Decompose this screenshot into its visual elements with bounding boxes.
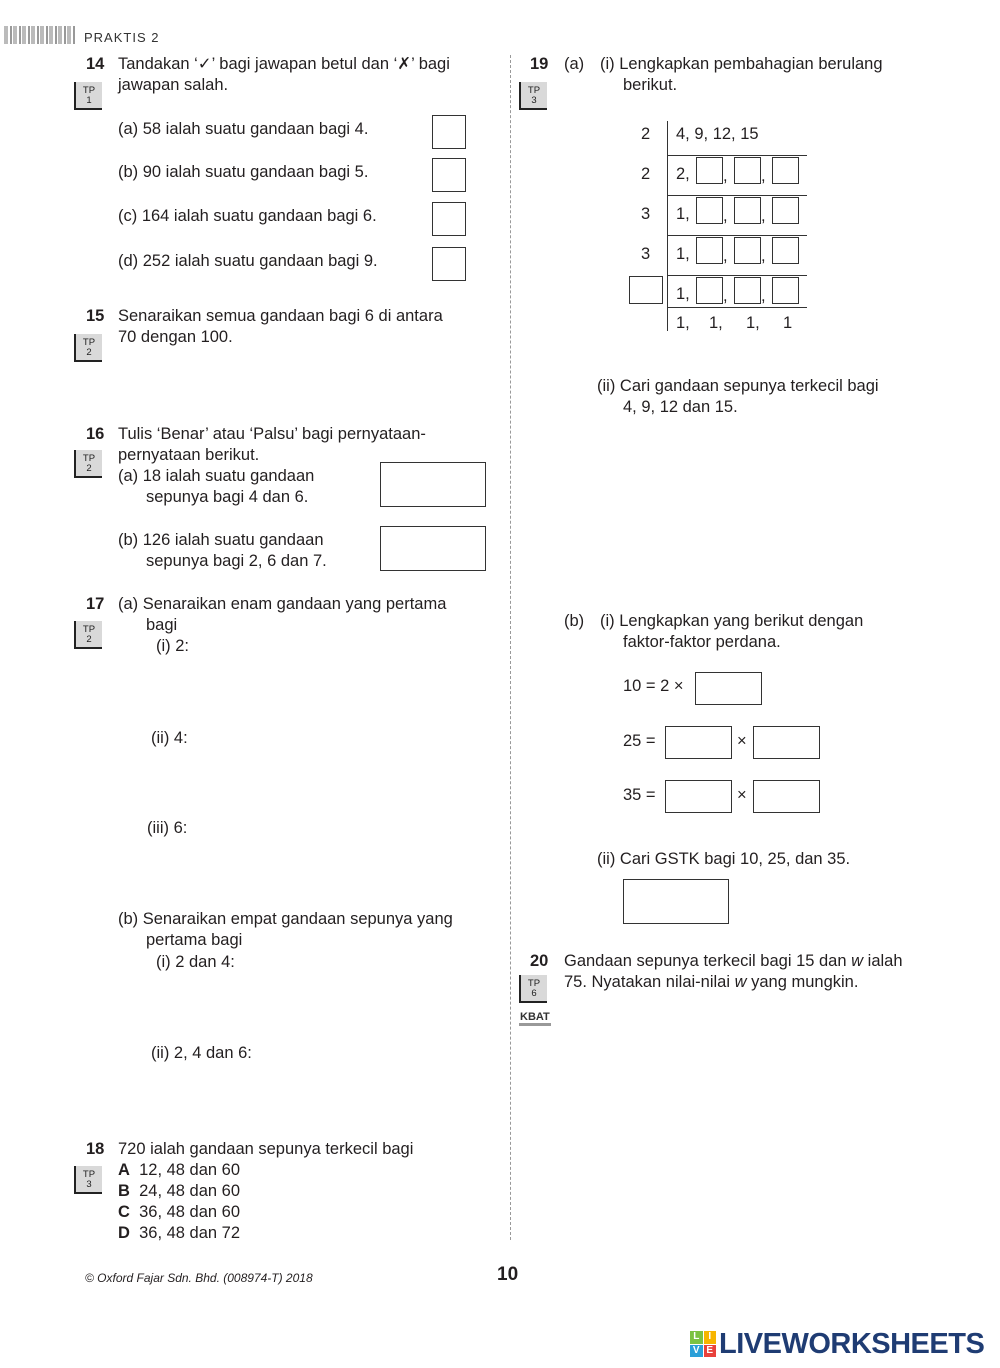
copyright: © Oxford Fajar Sdn. Bhd. (008974-T) 2018 (85, 1271, 313, 1285)
question-text: Senaraikan semua gandaan bagi 6 di antara (118, 307, 443, 325)
question-text: (a) Senaraikan enam gandaan yang pertama (118, 595, 447, 613)
divisor: 2 (641, 125, 651, 143)
quotient-answer-box[interactable] (696, 157, 723, 184)
division-line (667, 307, 807, 308)
quotient-answer-box[interactable] (696, 277, 723, 304)
question-text: 720 ialah gandaan sepunya terkecil bagi (118, 1140, 414, 1158)
row-first-value: 1, (676, 245, 690, 263)
times-sign: × (737, 786, 747, 804)
option-c[interactable]: C 36, 48 dan 60 (118, 1203, 241, 1221)
answer-box-25a[interactable] (665, 726, 732, 759)
comma: , (761, 287, 766, 305)
question-text: 75. Nyatakan nilai-nilai w yang mungkin. (564, 973, 859, 991)
statement-d: (d) 252 ialah suatu gandaan bagi 9. (118, 252, 378, 270)
times-sign: × (737, 732, 747, 750)
sub-question: (iii) 6: (147, 819, 188, 837)
question-text: (i) Lengkapkan pembahagian berulang (600, 55, 883, 73)
comma: , (723, 247, 728, 265)
statement-a: (a) 18 ialah suatu gandaan (118, 467, 315, 485)
division-line (667, 235, 807, 236)
tp-badge: TP 3 (74, 1166, 102, 1194)
header-decoration (4, 26, 76, 44)
question-text: (i) Lengkapkan yang berikut dengan (600, 612, 864, 630)
comma: , (761, 167, 766, 185)
divisor-answer-box[interactable] (629, 276, 663, 304)
quotient-answer-box[interactable] (772, 237, 799, 264)
quotient-answer-box[interactable] (772, 277, 799, 304)
tp-badge: TP 2 (74, 621, 102, 649)
equation-label: 35 = (623, 786, 656, 804)
sub-question: (ii) 2, 4 dan 6: (151, 1044, 252, 1062)
statement-b: (b) 126 ialah suatu gandaan (118, 531, 324, 549)
quotient-answer-box[interactable] (772, 197, 799, 224)
answer-box-gstk[interactable] (623, 879, 729, 924)
option-d[interactable]: D 36, 48 dan 72 (118, 1224, 241, 1242)
answer-box-14a[interactable] (432, 115, 466, 149)
quotient-answer-box[interactable] (734, 157, 761, 184)
final-row-value: 1, (746, 314, 760, 332)
answer-box-35a[interactable] (665, 780, 732, 813)
quotient-answer-box[interactable] (772, 157, 799, 184)
liveworksheets-logo: LIVEWORKSHEETS (719, 1328, 985, 1360)
answer-box-16b[interactable] (380, 526, 486, 571)
question-text: jawapan salah. (118, 76, 229, 94)
answer-box-14c[interactable] (432, 202, 466, 236)
answer-box-35b[interactable] (753, 780, 820, 813)
liveworksheets-logo-icon: L I V E (690, 1331, 716, 1357)
dividend-row: 4, 9, 12, 15 (676, 125, 759, 143)
question-text: 4, 9, 12 dan 15. (623, 398, 738, 416)
question-text: pertama bagi (146, 931, 243, 949)
quotient-answer-box[interactable] (734, 277, 761, 304)
statement-a: (a) 58 ialah suatu gandaan bagi 4. (118, 120, 369, 138)
question-text: pernyataan berikut. (118, 446, 260, 464)
section-title: PRAKTIS 2 (84, 30, 160, 45)
question-text: (ii) Cari GSTK bagi 10, 25, dan 35. (597, 850, 851, 868)
answer-box-14d[interactable] (432, 247, 466, 281)
statement-b: (b) 90 ialah suatu gandaan bagi 5. (118, 163, 369, 181)
kbat-badge: KBAT (519, 1011, 551, 1026)
answer-box-25b[interactable] (753, 726, 820, 759)
option-a[interactable]: A 12, 48 dan 60 (118, 1161, 241, 1179)
comma: , (761, 207, 766, 225)
answer-box-14b[interactable] (432, 158, 466, 192)
quotient-answer-box[interactable] (696, 197, 723, 224)
column-divider (510, 55, 511, 1240)
division-vertical-line (667, 121, 668, 331)
question-number: 17 (86, 595, 105, 613)
row-first-value: 1, (676, 205, 690, 223)
final-row-value: 1, (676, 314, 690, 332)
division-line (667, 275, 807, 276)
question-number: 15 (86, 307, 105, 325)
comma: , (723, 167, 728, 185)
final-row-value: 1, (709, 314, 723, 332)
part-label: (b) (564, 612, 585, 630)
tp-badge: TP 3 (519, 82, 547, 110)
tp-badge: TP 6 (519, 975, 547, 1003)
tp-badge: TP 2 (74, 450, 102, 478)
statement-c: (c) 164 ialah suatu gandaan bagi 6. (118, 207, 377, 225)
row-first-value: 2, (676, 165, 690, 183)
row-first-value: 1, (676, 285, 690, 303)
tp-badge: TP 2 (74, 334, 102, 362)
question-number: 18 (86, 1140, 105, 1158)
quotient-answer-box[interactable] (696, 237, 723, 264)
option-b[interactable]: B 24, 48 dan 60 (118, 1182, 241, 1200)
question-number: 19 (530, 55, 549, 73)
comma: , (723, 287, 728, 305)
question-text: Tulis ‘Benar’ atau ‘Palsu’ bagi pernyataan- (118, 425, 426, 443)
divisor: 3 (641, 245, 651, 263)
question-text: Tandakan ‘✓’ bagi jawapan betul dan ‘✗’ bagi (118, 55, 450, 73)
page-number: 10 (497, 1264, 519, 1285)
division-line (667, 195, 807, 196)
sub-question: (ii) 4: (151, 729, 188, 747)
divisor: 2 (641, 165, 651, 183)
question-text: berikut. (623, 76, 678, 94)
question-text: 70 dengan 100. (118, 328, 233, 346)
question-text: (ii) Cari gandaan sepunya terkecil bagi (597, 377, 879, 395)
statement-b: sepunya bagi 2, 6 dan 7. (146, 552, 327, 570)
quotient-answer-box[interactable] (734, 237, 761, 264)
question-text: bagi (146, 616, 178, 634)
tp-badge: TP 1 (74, 82, 102, 110)
equation-label: 25 = (623, 732, 656, 750)
comma: , (761, 247, 766, 265)
question-text: Gandaan sepunya terkecil bagi 15 dan w ialah (564, 952, 903, 970)
answer-box-10[interactable] (695, 672, 762, 705)
question-number: 14 (86, 55, 105, 73)
sub-question: (i) 2: (156, 637, 189, 655)
divisor: 3 (641, 205, 651, 223)
question-number: 20 (530, 952, 549, 970)
question-text: faktor-faktor perdana. (623, 633, 781, 651)
final-row-value: 1 (783, 314, 793, 332)
division-line (667, 155, 807, 156)
comma: , (723, 207, 728, 225)
sub-question: (i) 2 dan 4: (156, 953, 235, 971)
answer-box-16a[interactable] (380, 462, 486, 507)
statement-a: sepunya bagi 4 dan 6. (146, 488, 309, 506)
equation-label: 10 = 2 × (623, 677, 684, 695)
question-text: (b) Senaraikan empat gandaan sepunya yang (118, 910, 453, 928)
question-number: 16 (86, 425, 105, 443)
quotient-answer-box[interactable] (734, 197, 761, 224)
part-label: (a) (564, 55, 585, 73)
